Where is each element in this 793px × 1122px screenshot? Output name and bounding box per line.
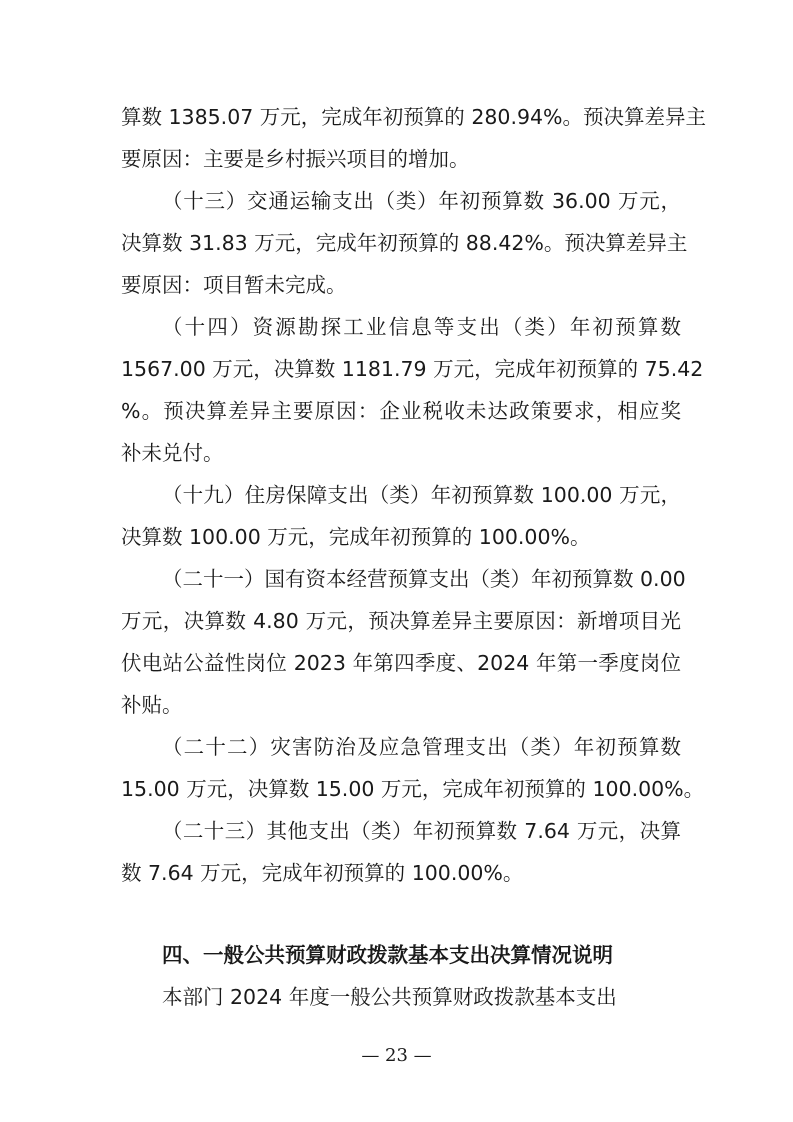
page-number: — 23 — <box>361 1045 432 1066</box>
paragraph-line: 补未兑付。 <box>121 441 224 465</box>
paragraph-line: 1567.00 万元，决算数 1181.79 万元，完成年初预算的 75.42 <box>121 357 704 381</box>
paragraph-line: %。预决算差异主要原因：企业税收未达政策要求，相应奖 <box>121 399 681 423</box>
paragraph-line: 要原因：主要是乡村振兴项目的增加。 <box>121 147 470 171</box>
section-heading: 四、一般公共预算财政拨款基本支出决算情况说明 <box>162 943 613 967</box>
paragraph-line: （十三）交通运输支出（类）年初预算数 36.00 万元， <box>162 189 681 213</box>
paragraph-line: （十四）资源勘探工业信息等支出（类）年初预算数 <box>162 315 681 339</box>
paragraph-line: 15.00 万元，决算数 15.00 万元，完成年初预算的 100.00%。 <box>121 777 705 801</box>
paragraph-line: 数 7.64 万元，完成年初预算的 100.00%。 <box>121 861 524 885</box>
paragraph-line: 决算数 100.00 万元，完成年初预算的 100.00%。 <box>121 525 591 549</box>
paragraph-line: （二十一）国有资本经营预算支出（类）年初预算数 0.00 <box>162 567 686 591</box>
paragraph-line: 算数 1385.07 万元，完成年初预算的 280.94%。预决算差异主 <box>121 105 707 129</box>
paragraph-line: 决算数 31.83 万元，完成年初预算的 88.42%。预决算差异主 <box>121 231 688 255</box>
paragraph-line: （十九）住房保障支出（类）年初预算数 100.00 万元， <box>162 483 681 507</box>
paragraph-line: 万元，决算数 4.80 万元，预决算差异主要原因：新增项目光 <box>121 609 681 633</box>
paragraph-line: 补贴。 <box>121 693 183 717</box>
paragraph-line: （二十二）灾害防治及应急管理支出（类）年初预算数 <box>162 735 681 759</box>
paragraph-line: 伏电站公益性岗位 2023 年第四季度、2024 年第一季度岗位 <box>121 651 681 675</box>
section-intro: 本部门 2024 年度一般公共预算财政拨款基本支出 <box>162 985 617 1009</box>
paragraph-line: （二十三）其他支出（类）年初预算数 7.64 万元，决算 <box>162 819 681 843</box>
paragraph-line: 要原因：项目暂未完成。 <box>121 273 347 297</box>
